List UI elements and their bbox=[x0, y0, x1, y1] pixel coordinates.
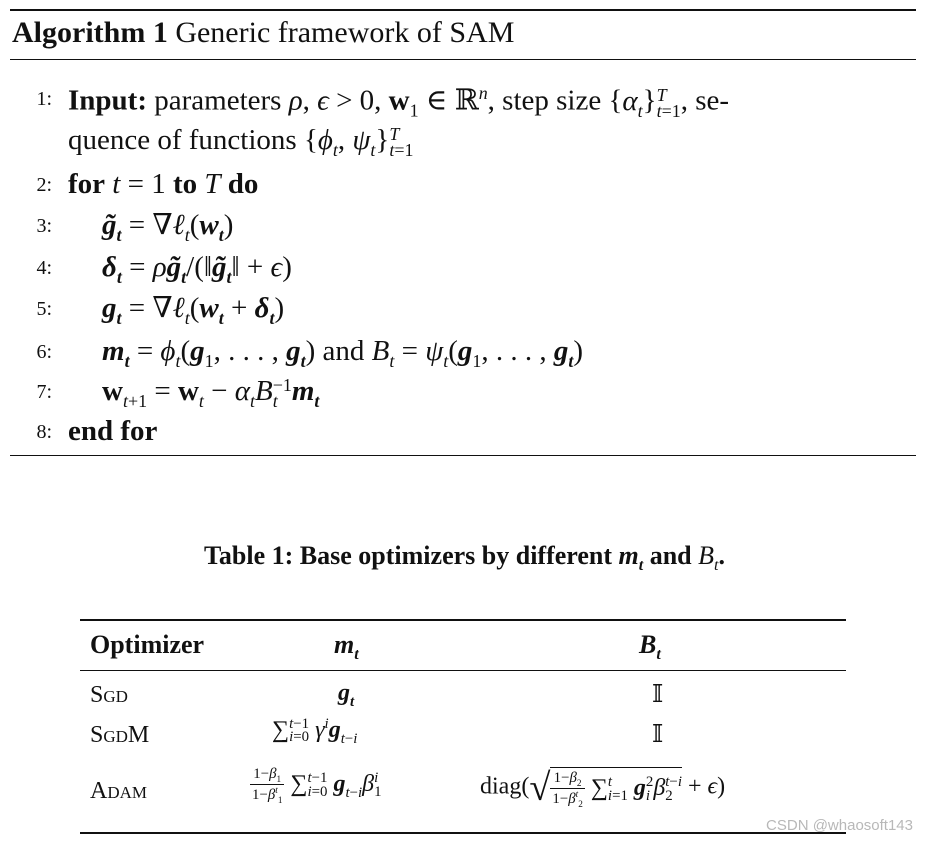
algorithm-top-rule bbox=[10, 9, 916, 11]
line-number: 1: bbox=[36, 88, 52, 110]
gradient-statement: $g̃_t$ = $\nabla\ell_t(w_t)$ bbox=[102, 209, 234, 245]
algorithm-title: Generic framework of SAM bbox=[175, 16, 515, 49]
row-adam-optimizer: Adam bbox=[90, 778, 148, 804]
line-number: 6: bbox=[36, 341, 52, 363]
line-number: 5: bbox=[36, 298, 52, 320]
perturbed-gradient-statement: $g_t$ = $\nabla\ell_t(w_t + \delta_t)$ bbox=[102, 292, 285, 328]
watermark: CSDN @whaosoft143 bbox=[766, 817, 913, 834]
line-number: 4: bbox=[36, 257, 52, 279]
row-sgdm-m: ∑ t−1 i=0 $\gamma^ig_{t-i}$ bbox=[272, 716, 358, 747]
header-m: $m_t$ bbox=[334, 630, 359, 664]
end-for-statement: end for bbox=[68, 415, 158, 447]
table-top-rule bbox=[80, 619, 846, 621]
line-number: 3: bbox=[36, 215, 52, 237]
table-bottom-rule bbox=[80, 832, 846, 834]
row-sgdm-optimizer: SgdM bbox=[90, 722, 150, 748]
algorithm-line-5 bbox=[0, 290, 929, 330]
row-sgdm-b: 𝕀 bbox=[652, 722, 664, 748]
table-caption: Table 1: Base optimizers by different $m_t$ and $B_t$. bbox=[203, 541, 726, 575]
algorithm-line-1-continued bbox=[0, 122, 929, 162]
algorithm-caption bbox=[12, 16, 514, 50]
row-sgd-m: $g_t$ bbox=[338, 680, 355, 710]
algorithm-line-6 bbox=[0, 333, 929, 373]
input-statement-continued: quence of functions {$\phi_t$, $\psi_t$} T t=1 bbox=[68, 124, 414, 161]
header-optimizer: Optimizer bbox=[90, 630, 205, 659]
row-sgd-optimizer: Sgd bbox=[90, 682, 128, 708]
perturbation-statement: $\delta_t$ = $\rho g̃_t/(‖g̃_t‖ + \epsilon)$ bbox=[102, 251, 292, 287]
algorithm-bottom-rule bbox=[10, 455, 916, 456]
algorithm-line-7 bbox=[0, 373, 929, 413]
line-number: 7: bbox=[36, 381, 52, 403]
update-statement: $w_{t+1} = w_t - \alpha_tB$ −1 t $m_t$ bbox=[102, 375, 320, 412]
algorithm-line-1 bbox=[0, 80, 929, 120]
algorithm-caption-rule bbox=[10, 59, 916, 60]
algorithm-line-2 bbox=[0, 166, 929, 206]
algorithm-line-4 bbox=[0, 249, 929, 289]
table-header-rule bbox=[80, 670, 846, 671]
line-number: 8: bbox=[36, 421, 52, 443]
moment-statement: $m_t = \phi_t(g_1$, . . . , $g_t$) and $B_t = \psi_t(g_1$, . . . , $g_t$) bbox=[102, 335, 584, 371]
algorithm-label: Algorithm 1 bbox=[12, 16, 168, 49]
header-b: $B_t$ bbox=[639, 630, 661, 664]
algorithm-line-3 bbox=[0, 207, 929, 247]
algorithm-line-8 bbox=[0, 413, 929, 453]
input-statement: Input: parameters ρ, ϵ > 0, $w_1$ ∈ ℝ$^n$, step size $\{\alpha_t\}$ T t=1 , se- bbox=[68, 83, 730, 121]
row-adam-m: $\frac{1-\beta_1}{1-\beta^t_1}$ ∑ t−1 i=0 $g_{t-i}\beta$ i 1 bbox=[252, 766, 382, 806]
row-sgd-b: 𝕀 bbox=[652, 682, 664, 708]
for-statement: for t = 1 to T do bbox=[68, 168, 259, 200]
row-adam-b: diag(√ $\frac{1-\beta_2}{1-\beta^t_2}$ ∑ t i=1 g 2 i β t−i 2 + ϵ) bbox=[480, 767, 726, 809]
line-number: 2: bbox=[36, 174, 52, 196]
